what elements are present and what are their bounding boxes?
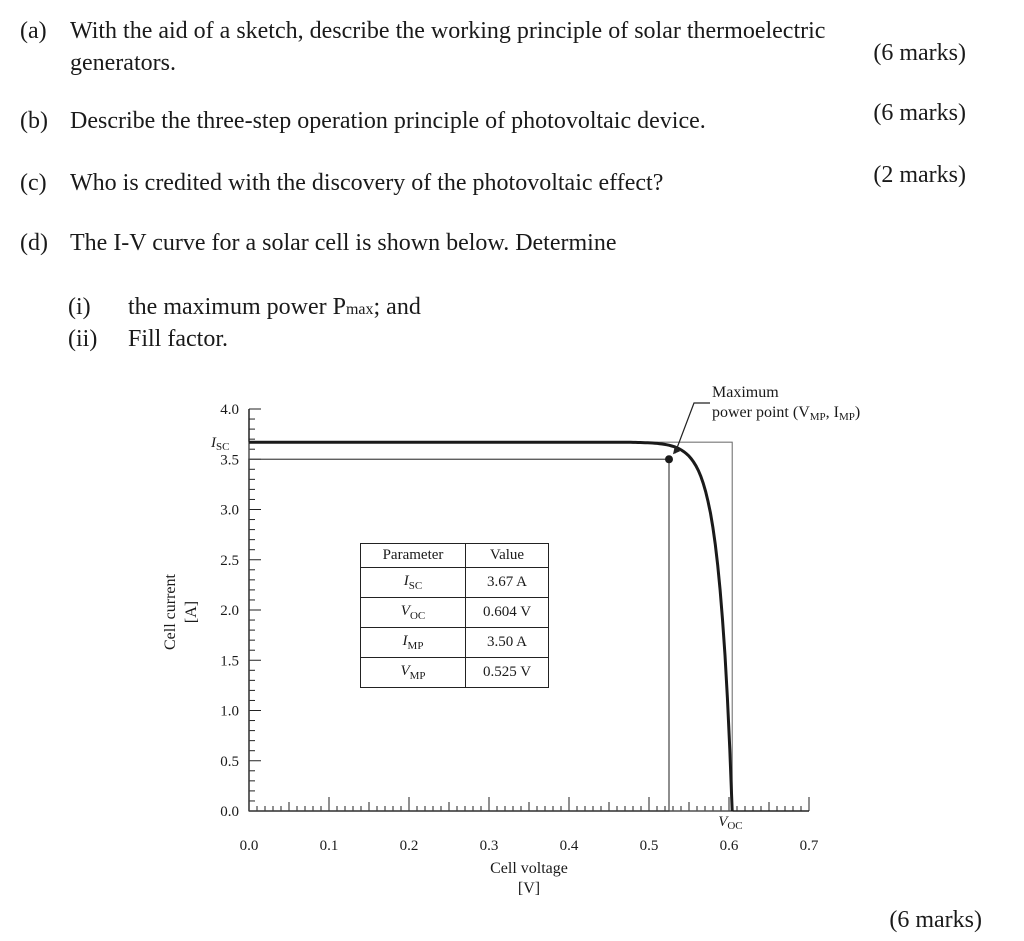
table-header-row [361,544,549,568]
question-a-text-cont: generators. [70,50,176,76]
annotation-pointer [675,403,710,453]
y-axis-title: Cell current [162,574,179,650]
table-row [361,598,549,628]
param-cell: $I_{SC}$ [361,568,466,598]
param-cell: $I_{MP}$ [361,628,466,658]
sub-i-label: (i) [68,294,91,320]
y-tick-label: 2.5 [220,552,239,569]
y-tick-label: 0.5 [220,753,239,770]
question-b-marks: (6 marks) [873,100,966,126]
y-tick-label: 0.0 [220,804,239,820]
x-tick-label: 0.3 [479,838,499,854]
value-cell: 3.50 A [466,628,549,658]
question-b-text: Describe the three-step operation principle of photovoltaic device. [70,108,706,134]
question-d-marks: (6 marks) [889,907,982,933]
voc-axis-label: $V_{OC}$ [718,814,743,832]
x-tick-label: 0.0 [239,838,259,854]
x-tick-label: 0.1 [319,838,339,854]
y-tick-label: 4.0 [220,402,239,418]
question-c-label: (c) [20,170,47,196]
value-cell: 0.604 V [466,598,549,628]
y-tick-label: 1.5 [220,653,239,670]
x-tick-label: 0.4 [559,838,579,854]
header-parameter: Parameter [361,544,466,568]
sub-i-text: the maximum power Pmax; and [128,294,421,320]
x-axis-title: Cell voltage [490,860,568,877]
x-tick-label: 0.7 [799,838,819,854]
x-tick-label: 0.6 [719,838,739,854]
y-tick-label: 3.5 [220,452,239,469]
max-power-point [665,455,673,463]
question-a-text: With the aid of a sketch, describe the working principle of solar thermoelectric [70,18,826,44]
question-c-marks: (2 marks) [873,162,966,188]
question-d-text: The I-V curve for a solar cell is shown below. Determine [70,230,617,256]
y-tick-label: 1.0 [220,703,239,720]
sub-ii-text: Fill factor. [128,326,228,352]
question-c-text: Who is credited with the discovery of the photovoltaic effect? [70,170,664,196]
table-row [361,628,549,658]
question-d-label: (d) [20,230,48,256]
x-axis-title-unit: [V] [517,880,541,897]
param-cell: $V_{OC}$ [361,598,466,628]
isc-axis-label: $I_{SC}$ [211,435,230,454]
header-value: Value [466,544,549,568]
x-tick-label: 0.5 [639,838,659,854]
x-tick-label: 0.2 [399,838,419,854]
table-row [361,658,549,688]
annotation-line2: power point (VMP, IMP) [712,404,861,423]
y-tick-label: 3.0 [220,502,239,519]
value-cell: 3.67 A [466,568,549,598]
question-a-label: (a) [20,18,47,44]
annotation-line1: Maximum [712,384,779,401]
y-tick-label: 2.0 [220,603,239,619]
sub-ii-label: (ii) [68,326,98,352]
table-row [361,568,549,598]
y-axis-title-unit: [A] [183,600,200,624]
parameter-table [360,543,549,688]
question-b-label: (b) [20,108,48,134]
question-a-marks: (6 marks) [873,40,966,66]
param-cell: $V_{MP}$ [361,658,466,688]
value-cell: 0.525 V [466,658,549,688]
